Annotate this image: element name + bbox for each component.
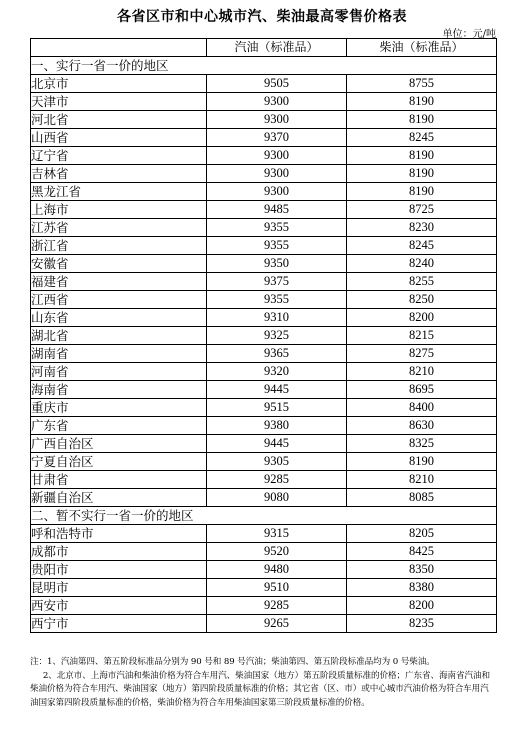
gasoline-price-cell: 9520 xyxy=(207,543,347,561)
document-title: 各省区市和中心城市汽、柴油最高零售价格表 xyxy=(117,9,407,25)
gasoline-price-cell: 9300 xyxy=(207,165,347,183)
table-row xyxy=(31,147,497,165)
diesel-price-cell: 8695 xyxy=(347,381,497,399)
table-row xyxy=(31,525,497,543)
unit-label: 单位：元/吨 xyxy=(442,29,496,40)
diesel-price-cell: 8230 xyxy=(347,219,497,237)
region-cell: 天津市 xyxy=(31,93,207,111)
footnote-1: 注：1、汽油第四、第五阶段标准品分别为 90 号和 89 号汽油；柴油第四、第五阶段标准品均为 0 号柴油。 xyxy=(30,657,435,667)
region-cell: 新疆自治区 xyxy=(31,489,207,507)
gasoline-price-cell: 9515 xyxy=(207,399,347,417)
region-cell: 安徽省 xyxy=(31,255,207,273)
diesel-price-cell: 8350 xyxy=(347,561,497,579)
gasoline-price-cell: 9510 xyxy=(207,579,347,597)
diesel-price-cell: 8190 xyxy=(347,147,497,165)
region-cell: 山东省 xyxy=(31,309,207,327)
gasoline-price-cell: 9445 xyxy=(207,381,347,399)
header-region xyxy=(31,39,207,57)
header-gasoline: 汽油（标准品） xyxy=(207,39,347,57)
table-header-row xyxy=(31,39,497,57)
region-cell: 福建省 xyxy=(31,273,207,291)
region-cell: 湖北省 xyxy=(31,327,207,345)
region-cell: 黑龙江省 xyxy=(31,183,207,201)
table-row xyxy=(31,417,497,435)
gasoline-price-cell: 9485 xyxy=(207,201,347,219)
region-cell: 呼和浩特市 xyxy=(31,525,207,543)
table-row xyxy=(31,345,497,363)
region-cell: 广西自治区 xyxy=(31,435,207,453)
diesel-price-cell: 8400 xyxy=(347,399,497,417)
diesel-price-cell: 8190 xyxy=(347,165,497,183)
table-row xyxy=(31,75,497,93)
gasoline-price-cell: 9445 xyxy=(207,435,347,453)
diesel-price-cell: 8245 xyxy=(347,129,497,147)
section-heading-row xyxy=(31,57,497,75)
diesel-price-cell: 8425 xyxy=(347,543,497,561)
gasoline-price-cell: 9315 xyxy=(207,525,347,543)
table-row xyxy=(31,363,497,381)
table-row xyxy=(31,453,497,471)
footnote-2: 2、北京市、上海市汽油和柴油价格为符合车用汽、柴油国家（地方）第五阶段质量标准的价格；广东省、海南省汽油和柴油价格为符合车用汽、柴油国家（地方）第四阶段质量标准的价格；其它省（区、市）或中心城市汽油价格为符合车用汽油国家第四阶段质量标准的价格，柴油价格为符合车用柴油国家第三阶段质量标准的价格。 xyxy=(30,670,490,708)
diesel-price-cell: 8210 xyxy=(347,471,497,489)
header-diesel: 柴油（标准品） xyxy=(347,39,497,57)
diesel-price-cell: 8215 xyxy=(347,327,497,345)
table-row xyxy=(31,165,497,183)
table-row xyxy=(31,615,497,633)
table-row xyxy=(31,471,497,489)
region-cell: 甘肃省 xyxy=(31,471,207,489)
region-cell: 湖南省 xyxy=(31,345,207,363)
table-row xyxy=(31,399,497,417)
table-row xyxy=(31,273,497,291)
region-cell: 吉林省 xyxy=(31,165,207,183)
region-cell: 河北省 xyxy=(31,111,207,129)
gasoline-price-cell: 9265 xyxy=(207,615,347,633)
region-cell: 辽宁省 xyxy=(31,147,207,165)
region-cell: 山西省 xyxy=(31,129,207,147)
diesel-price-cell: 8380 xyxy=(347,579,497,597)
gasoline-price-cell: 9300 xyxy=(207,147,347,165)
gasoline-price-cell: 9375 xyxy=(207,273,347,291)
gasoline-price-cell: 9480 xyxy=(207,561,347,579)
table-row xyxy=(31,129,497,147)
table-row xyxy=(31,93,497,111)
region-cell: 贵阳市 xyxy=(31,561,207,579)
gasoline-price-cell: 9380 xyxy=(207,417,347,435)
gasoline-price-cell: 9355 xyxy=(207,291,347,309)
diesel-price-cell: 8245 xyxy=(347,237,497,255)
diesel-price-cell: 8725 xyxy=(347,201,497,219)
gasoline-price-cell: 9300 xyxy=(207,111,347,129)
table-row xyxy=(31,309,497,327)
region-cell: 海南省 xyxy=(31,381,207,399)
table-row xyxy=(31,291,497,309)
gasoline-price-cell: 9365 xyxy=(207,345,347,363)
diesel-price-cell: 8200 xyxy=(347,597,497,615)
region-cell: 广东省 xyxy=(31,417,207,435)
table-row xyxy=(31,327,497,345)
diesel-price-cell: 8190 xyxy=(347,93,497,111)
diesel-price-cell: 8275 xyxy=(347,345,497,363)
table-row xyxy=(31,435,497,453)
table-row xyxy=(31,111,497,129)
diesel-price-cell: 8210 xyxy=(347,363,497,381)
table-row xyxy=(31,561,497,579)
region-cell: 重庆市 xyxy=(31,399,207,417)
region-cell: 西安市 xyxy=(31,597,207,615)
diesel-price-cell: 8190 xyxy=(347,111,497,129)
gasoline-price-cell: 9350 xyxy=(207,255,347,273)
region-cell: 河南省 xyxy=(31,363,207,381)
gasoline-price-cell: 9300 xyxy=(207,93,347,111)
gasoline-price-cell: 9305 xyxy=(207,453,347,471)
price-table xyxy=(30,38,497,633)
gasoline-price-cell: 9310 xyxy=(207,309,347,327)
diesel-price-cell: 8205 xyxy=(347,525,497,543)
region-cell: 北京市 xyxy=(31,75,207,93)
diesel-price-cell: 8755 xyxy=(347,75,497,93)
table-row xyxy=(31,201,497,219)
diesel-price-cell: 8200 xyxy=(347,309,497,327)
diesel-price-cell: 8190 xyxy=(347,183,497,201)
table-row xyxy=(31,219,497,237)
diesel-price-cell: 8325 xyxy=(347,435,497,453)
region-cell: 西宁市 xyxy=(31,615,207,633)
table-row xyxy=(31,579,497,597)
gasoline-price-cell: 9505 xyxy=(207,75,347,93)
diesel-price-cell: 8235 xyxy=(347,615,497,633)
gasoline-price-cell: 9325 xyxy=(207,327,347,345)
gasoline-price-cell: 9300 xyxy=(207,183,347,201)
table-row xyxy=(31,183,497,201)
diesel-price-cell: 8250 xyxy=(347,291,497,309)
gasoline-price-cell: 9355 xyxy=(207,219,347,237)
table-row xyxy=(31,489,497,507)
gasoline-price-cell: 9285 xyxy=(207,597,347,615)
table-row xyxy=(31,255,497,273)
table-row xyxy=(31,597,497,615)
region-cell: 宁夏自治区 xyxy=(31,453,207,471)
gasoline-price-cell: 9355 xyxy=(207,237,347,255)
table-body xyxy=(31,57,497,633)
footnotes xyxy=(30,656,496,710)
gasoline-price-cell: 9320 xyxy=(207,363,347,381)
gasoline-price-cell: 9370 xyxy=(207,129,347,147)
region-cell: 江苏省 xyxy=(31,219,207,237)
section-heading: 一、实行一省一价的地区 xyxy=(31,57,497,75)
region-cell: 昆明市 xyxy=(31,579,207,597)
diesel-price-cell: 8630 xyxy=(347,417,497,435)
diesel-price-cell: 8240 xyxy=(347,255,497,273)
region-cell: 浙江省 xyxy=(31,237,207,255)
table-row xyxy=(31,543,497,561)
section-heading-row xyxy=(31,507,497,525)
diesel-price-cell: 8085 xyxy=(347,489,497,507)
region-cell: 江西省 xyxy=(31,291,207,309)
gasoline-price-cell: 9285 xyxy=(207,471,347,489)
gasoline-price-cell: 9080 xyxy=(207,489,347,507)
diesel-price-cell: 8190 xyxy=(347,453,497,471)
diesel-price-cell: 8255 xyxy=(347,273,497,291)
table-row xyxy=(31,237,497,255)
table-row xyxy=(31,381,497,399)
region-cell: 上海市 xyxy=(31,201,207,219)
section-heading: 二、暂不实行一省一价的地区 xyxy=(31,507,497,525)
region-cell: 成都市 xyxy=(31,543,207,561)
